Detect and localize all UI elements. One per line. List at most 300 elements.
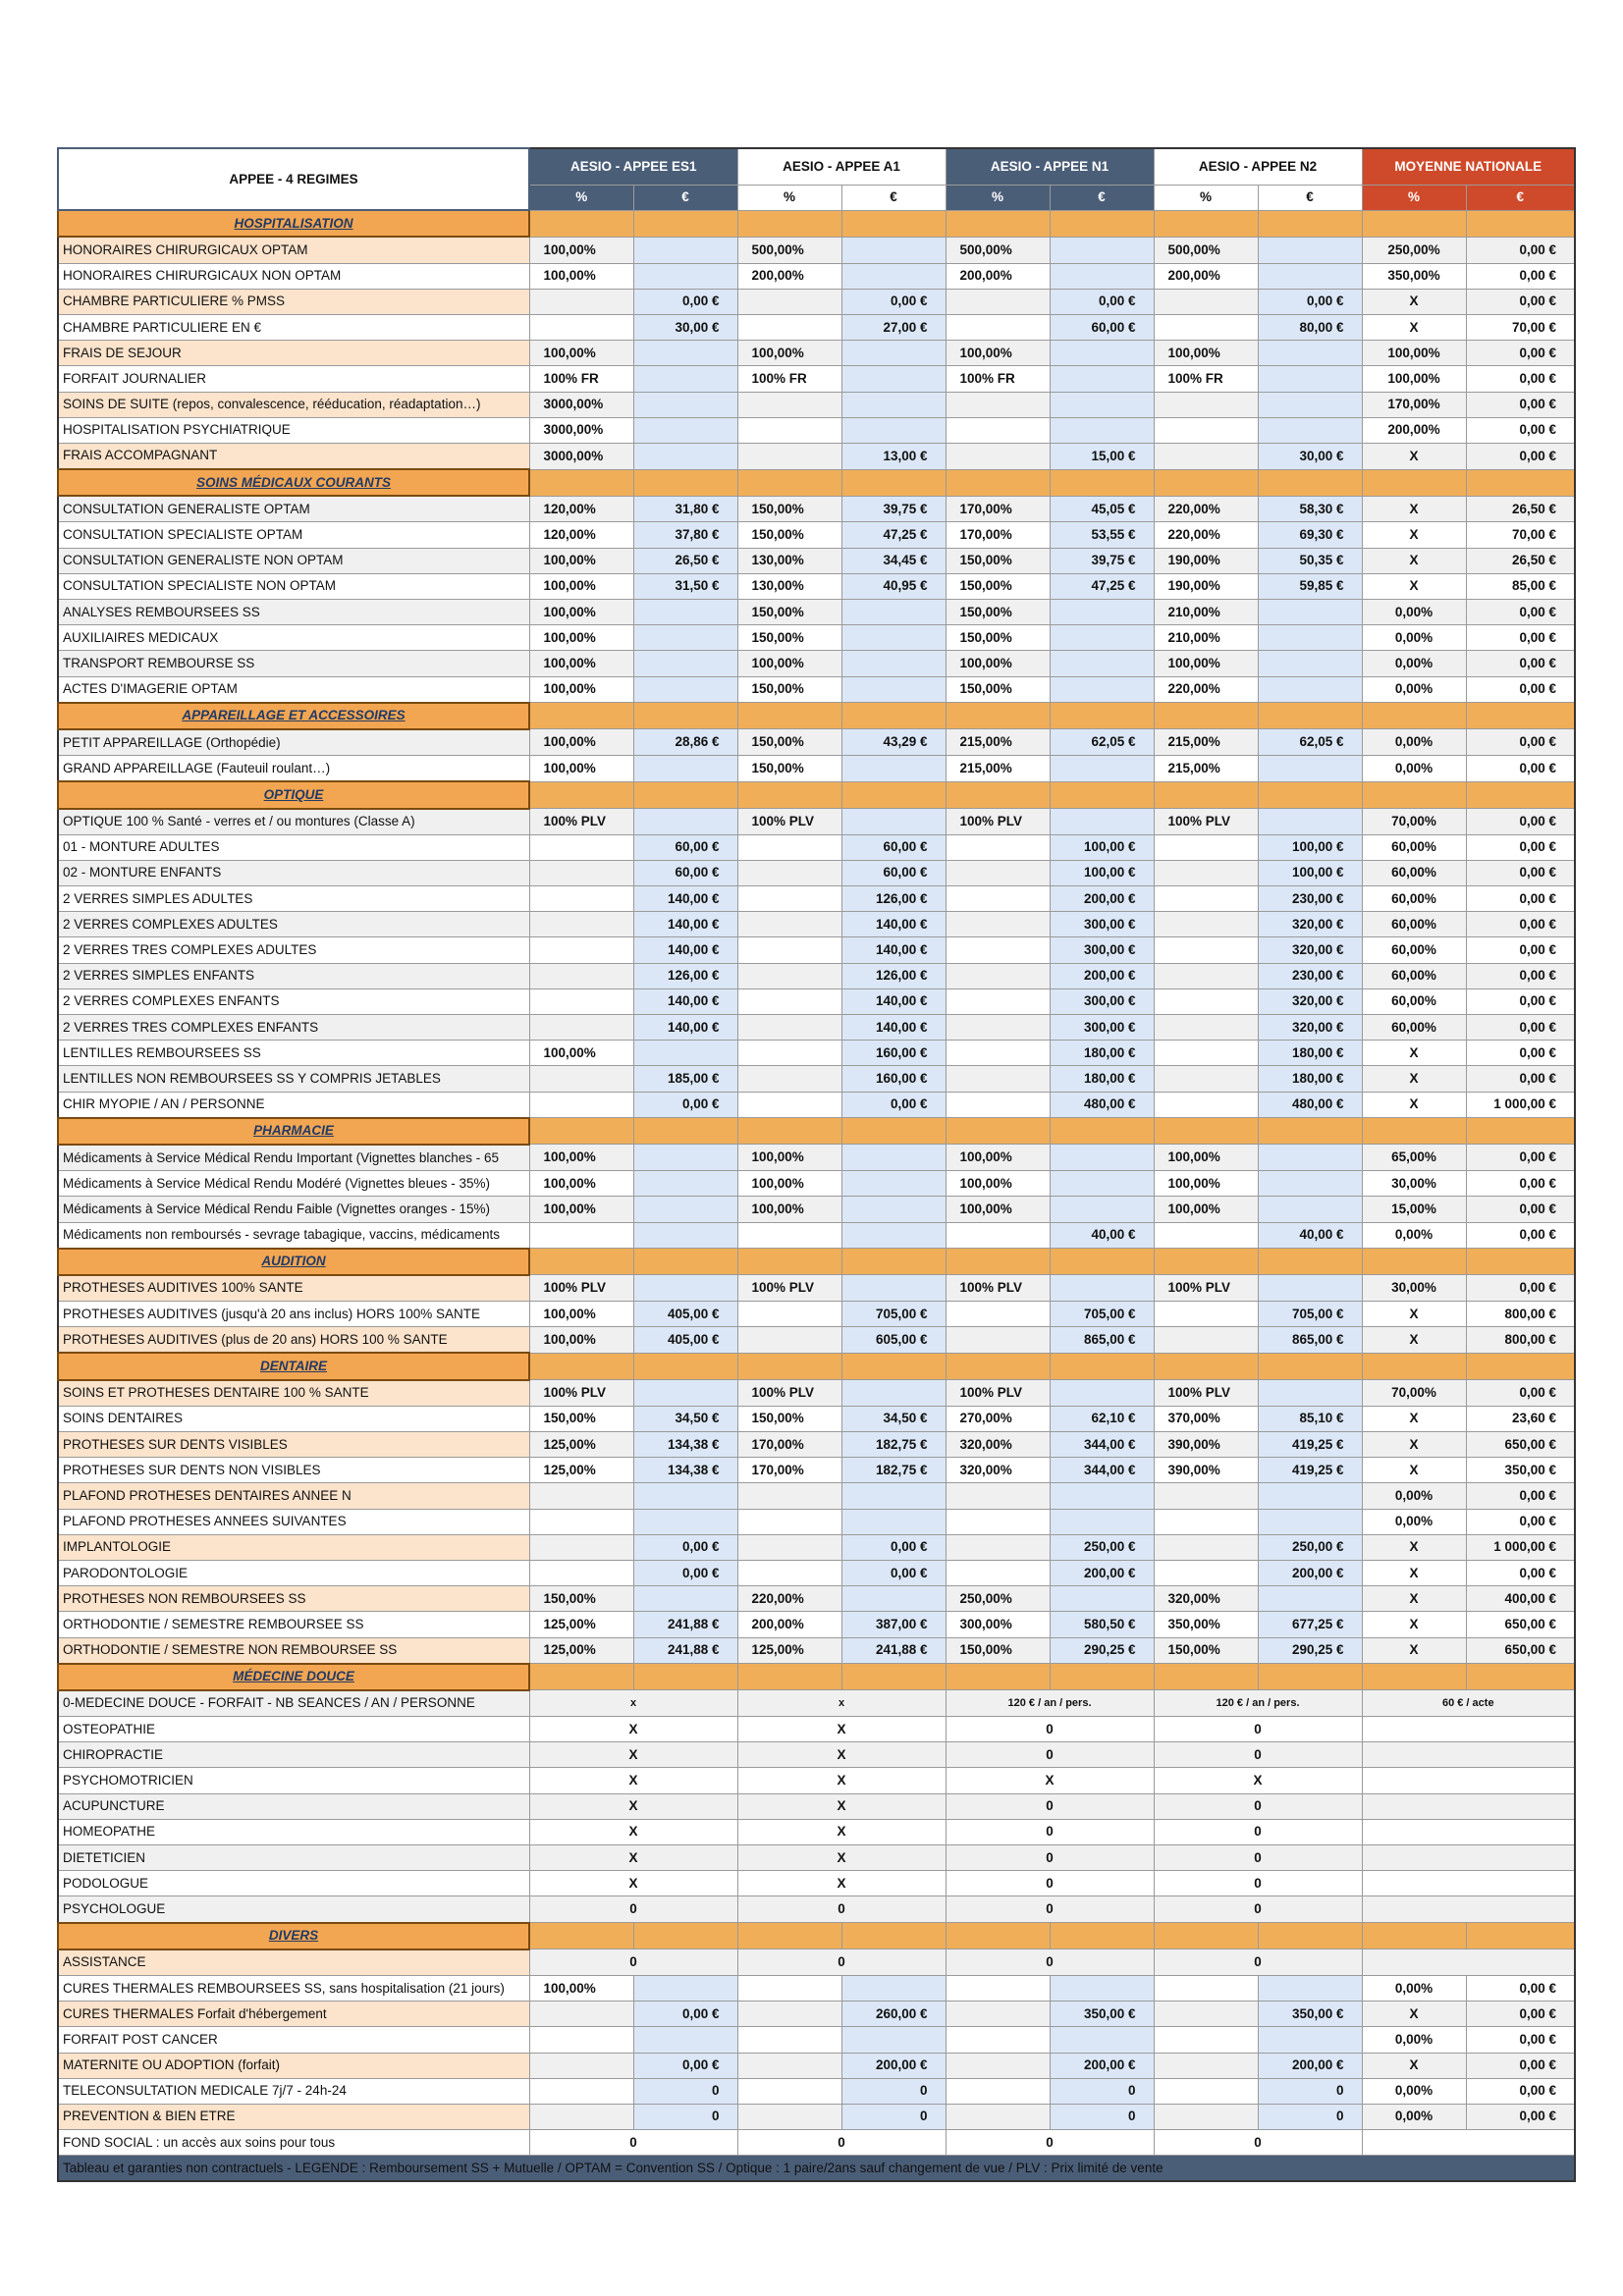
percent-cell: 100% PLV: [529, 809, 633, 835]
percent-cell: [737, 443, 841, 469]
euro-cell: [1050, 1483, 1154, 1509]
percent-cell: 125,00%: [737, 1637, 841, 1664]
covered-mark: 0: [1154, 2130, 1362, 2156]
percent-cell: 100,00%: [737, 1197, 841, 1222]
euro-cell: 185,00 €: [633, 1066, 737, 1092]
table-row: [58, 2027, 1575, 2053]
col-eur-header: €: [841, 185, 946, 210]
row-label: SOINS ET PROTHESES DENTAIRE 100 % SANTE: [58, 1380, 529, 1407]
section-filler-cell: [737, 703, 841, 729]
row-label: Médicaments à Service Médical Rendu Faible (Vignettes oranges - 15%): [58, 1197, 529, 1222]
section-filler-cell: [1050, 210, 1154, 237]
euro-cell: [633, 1509, 737, 1534]
table-row: [58, 1302, 1575, 1327]
row-label: ACTES D'IMAGERIE OPTAM: [58, 676, 529, 703]
euro-cell: [841, 366, 946, 392]
euro-cell: [1258, 366, 1362, 392]
euro-cell: 290,25 €: [1258, 1637, 1362, 1664]
euro-cell: 241,88 €: [841, 1637, 946, 1664]
section-filler-cell: [841, 1923, 946, 1949]
table-row: [58, 1690, 1575, 1717]
row-label: HONORAIRES CHIRURGICAUX OPTAM: [58, 237, 529, 263]
euro-cell: [1258, 651, 1362, 676]
row-label: PROTHESES NON REMBOURSEES SS: [58, 1586, 529, 1612]
empty-national-cell: [1362, 1717, 1575, 1742]
national-average-cell: 350,00 €: [1466, 1458, 1575, 1483]
national-average-cell: 0,00 €: [1466, 809, 1575, 835]
euro-cell: [841, 263, 946, 289]
percent-cell: [529, 1015, 633, 1041]
euro-cell: 39,75 €: [1050, 548, 1154, 573]
national-average-cell: 70,00 €: [1466, 314, 1575, 340]
euro-cell: 50,35 €: [1258, 548, 1362, 573]
euro-cell: 28,86 €: [633, 729, 737, 756]
row-label: FORFAIT POST CANCER: [58, 2027, 529, 2053]
euro-cell: 705,00 €: [841, 1302, 946, 1327]
national-average-cell: 0,00 €: [1466, 1380, 1575, 1407]
euro-cell: [1050, 625, 1154, 651]
euro-cell: [633, 1483, 737, 1509]
section-filler-cell: [946, 1353, 1050, 1379]
national-average-cell: 60,00%: [1362, 912, 1466, 937]
euro-cell: [1258, 676, 1362, 703]
section-title: DENTAIRE: [58, 1353, 529, 1379]
row-label: PLAFOND PROTHESES DENTAIRES ANNEE N: [58, 1483, 529, 1509]
percent-cell: 500,00%: [737, 237, 841, 263]
euro-cell: 320,00 €: [1258, 988, 1362, 1014]
national-average-cell: 0,00 €: [1466, 263, 1575, 289]
euro-cell: 200,00 €: [1050, 2053, 1154, 2078]
table-row: [58, 1406, 1575, 1431]
not-covered-mark: X: [529, 1768, 737, 1793]
not-covered-mark: X: [737, 1717, 946, 1742]
percent-cell: 220,00%: [1154, 522, 1258, 548]
row-label: OPTIQUE 100 % Santé - verres et / ou montures (Classe A): [58, 809, 529, 835]
euro-cell: [841, 676, 946, 703]
table-row: [58, 729, 1575, 756]
percent-cell: 100% PLV: [946, 1380, 1050, 1407]
not-covered-mark: X: [1154, 1768, 1362, 1793]
row-label: 2 VERRES COMPLEXES ADULTES: [58, 912, 529, 937]
euro-cell: 241,88 €: [633, 1612, 737, 1637]
section-filler-cell: [737, 1353, 841, 1379]
percent-cell: 100,00%: [529, 1975, 633, 2001]
percent-cell: 100,00%: [529, 600, 633, 625]
table-row: [58, 2002, 1575, 2027]
euro-cell: 480,00 €: [1050, 1092, 1154, 1118]
percent-cell: [1154, 443, 1258, 469]
table-row: [58, 963, 1575, 988]
national-average-cell: 26,50 €: [1466, 496, 1575, 522]
percent-cell: 215,00%: [946, 756, 1050, 782]
national-average-cell: 0,00 €: [1466, 860, 1575, 885]
euro-cell: [1258, 263, 1362, 289]
percent-cell: [946, 860, 1050, 885]
national-average-cell: 0,00 €: [1466, 2104, 1575, 2129]
euro-cell: [633, 1222, 737, 1249]
row-label: HOMEOPATHE: [58, 1819, 529, 1844]
not-covered-mark: X: [529, 1793, 737, 1819]
euro-cell: [633, 1275, 737, 1302]
row-label: PETIT APPAREILLAGE (Orthopédie): [58, 729, 529, 756]
percent-cell: 150,00%: [529, 1406, 633, 1431]
section-filler-cell: [841, 1664, 946, 1690]
section-filler-cell: [529, 1923, 633, 1949]
section-filler-cell: [946, 781, 1050, 808]
percent-cell: 150,00%: [946, 676, 1050, 703]
euro-cell: [633, 237, 737, 263]
national-average-cell: 250,00%: [1362, 237, 1466, 263]
percent-cell: [946, 886, 1050, 912]
row-label: PROTHESES AUDITIVES (jusqu'à 20 ans inclus) HORS 100% SANTE: [58, 1302, 529, 1327]
percent-cell: [1154, 2104, 1258, 2129]
table-row: [58, 1066, 1575, 1092]
table-row: [58, 1145, 1575, 1171]
section-filler-cell: [529, 703, 633, 729]
euro-cell: 43,29 €: [841, 729, 946, 756]
section-filler-cell: [1258, 781, 1362, 808]
col-pct-header: %: [529, 185, 633, 210]
section-title: MÉDECINE DOUCE: [58, 1664, 529, 1690]
national-average-cell: 0,00 €: [1466, 651, 1575, 676]
national-average-cell: X: [1362, 1327, 1466, 1354]
euro-cell: 0,00 €: [841, 289, 946, 314]
table-row: [58, 809, 1575, 835]
euro-cell: 0,00 €: [1050, 289, 1154, 314]
row-label: Médicaments à Service Médical Rendu Important (Vignettes blanches - 65: [58, 1145, 529, 1171]
section-filler-cell: [841, 703, 946, 729]
national-average-cell: 60,00%: [1362, 860, 1466, 885]
euro-cell: 344,00 €: [1050, 1432, 1154, 1458]
percent-cell: 190,00%: [1154, 573, 1258, 599]
euro-cell: [841, 1483, 946, 1509]
euro-cell: 419,25 €: [1258, 1432, 1362, 1458]
euro-cell: 260,00 €: [841, 2002, 946, 2027]
percent-cell: [737, 2027, 841, 2053]
euro-cell: 39,75 €: [841, 496, 946, 522]
euro-cell: 60,00 €: [1050, 314, 1154, 340]
euro-cell: 250,00 €: [1258, 1534, 1362, 1560]
national-average-cell: 0,00 €: [1466, 417, 1575, 443]
national-average-cell: 0,00 €: [1466, 1197, 1575, 1222]
percent-cell: [946, 988, 1050, 1014]
empty-national-cell: [1362, 2130, 1575, 2156]
table-row: [58, 1586, 1575, 1612]
euro-cell: 0,00 €: [633, 289, 737, 314]
section-filler-cell: [1154, 1353, 1258, 1379]
euro-cell: [633, 1975, 737, 2001]
euro-cell: [633, 366, 737, 392]
not-covered-mark: X: [737, 1819, 946, 1844]
euro-cell: [1258, 392, 1362, 417]
not-covered-mark: X: [529, 1871, 737, 1896]
covered-mark: 0: [737, 1896, 946, 1923]
section-filler-cell: [1258, 1923, 1362, 1949]
euro-cell: 140,00 €: [633, 988, 737, 1014]
plan-header-n2: AESIO - APPEE N2: [1154, 148, 1362, 185]
section-filler-cell: [529, 469, 633, 496]
national-average-cell: 0,00 €: [1466, 2027, 1575, 2053]
percent-cell: [946, 937, 1050, 963]
empty-national-cell: [1362, 1768, 1575, 1793]
euro-cell: [633, 625, 737, 651]
euro-cell: 230,00 €: [1258, 963, 1362, 988]
percent-cell: [529, 289, 633, 314]
euro-cell: 290,25 €: [1050, 1637, 1154, 1664]
national-average-cell: X: [1362, 1041, 1466, 1066]
table-row: [58, 1041, 1575, 1066]
percent-cell: 200,00%: [737, 1612, 841, 1637]
euro-cell: 59,85 €: [1258, 573, 1362, 599]
euro-cell: 60,00 €: [633, 860, 737, 885]
euro-cell: [633, 1041, 737, 1066]
euro-cell: 85,10 €: [1258, 1406, 1362, 1431]
section-filler-cell: [737, 1249, 841, 1275]
national-average-cell: X: [1362, 1458, 1466, 1483]
euro-cell: [633, 341, 737, 366]
euro-cell: [841, 1975, 946, 2001]
col-pct-header: %: [1154, 185, 1258, 210]
national-average-cell: X: [1362, 1637, 1466, 1664]
percent-cell: [737, 937, 841, 963]
section-filler-cell: [737, 469, 841, 496]
percent-cell: 220,00%: [1154, 496, 1258, 522]
euro-cell: 200,00 €: [1258, 1560, 1362, 1585]
row-label: DIETETICIEN: [58, 1845, 529, 1871]
national-average-cell: 650,00 €: [1466, 1637, 1575, 1664]
euro-cell: [1050, 1380, 1154, 1407]
euro-cell: [1258, 1380, 1362, 1407]
euro-cell: 140,00 €: [841, 988, 946, 1014]
euro-cell: [633, 1171, 737, 1197]
percent-cell: [946, 1560, 1050, 1585]
row-label: GRAND APPAREILLAGE (Fauteuil roulant…): [58, 756, 529, 782]
percent-cell: 100% PLV: [946, 1275, 1050, 1302]
percent-cell: 100% PLV: [1154, 809, 1258, 835]
section-title: SOINS MÉDICAUX COURANTS: [58, 469, 529, 496]
plan-header-a1: AESIO - APPEE A1: [737, 148, 946, 185]
euro-cell: [633, 1197, 737, 1222]
national-average-cell: X: [1362, 1092, 1466, 1118]
national-average-cell: 0,00 €: [1466, 1975, 1575, 2001]
covered-mark: 0: [1154, 1742, 1362, 1768]
percent-cell: 210,00%: [1154, 625, 1258, 651]
table-row: [58, 1793, 1575, 1819]
percent-cell: [737, 1222, 841, 1249]
euro-cell: [1258, 600, 1362, 625]
table-row: [58, 625, 1575, 651]
merged-plan-cell: 120 € / an / pers.: [946, 1690, 1154, 1717]
percent-cell: [1154, 834, 1258, 860]
euro-cell: 705,00 €: [1258, 1302, 1362, 1327]
euro-cell: 0,00 €: [633, 2053, 737, 2078]
section-filler-cell: [946, 1664, 1050, 1690]
row-label: IMPLANTOLOGIE: [58, 1534, 529, 1560]
euro-cell: 0,00 €: [841, 1534, 946, 1560]
euro-cell: 80,00 €: [1258, 314, 1362, 340]
national-average-cell: 0,00 €: [1466, 366, 1575, 392]
covered-mark: 0: [946, 1896, 1154, 1923]
percent-cell: [1154, 1222, 1258, 1249]
euro-cell: [1050, 263, 1154, 289]
euro-cell: 34,50 €: [633, 1406, 737, 1431]
row-label: FOND SOCIAL : un accès aux soins pour tous: [58, 2130, 529, 2156]
euro-cell: 126,00 €: [633, 963, 737, 988]
national-average-cell: X: [1362, 1534, 1466, 1560]
percent-cell: [1154, 1327, 1258, 1354]
percent-cell: 100% PLV: [946, 809, 1050, 835]
percent-cell: [1154, 2002, 1258, 2027]
percent-cell: 100,00%: [1154, 341, 1258, 366]
euro-cell: 134,38 €: [633, 1458, 737, 1483]
row-label: FORFAIT JOURNALIER: [58, 366, 529, 392]
covered-mark: 0: [946, 1742, 1154, 1768]
euro-cell: 0: [1258, 2078, 1362, 2104]
row-label: HONORAIRES CHIRURGICAUX NON OPTAM: [58, 263, 529, 289]
plan-header-moyenne-nationale: MOYENNE NATIONALE: [1362, 148, 1575, 185]
table-row: [58, 1896, 1575, 1923]
euro-cell: [1258, 417, 1362, 443]
euro-cell: 0,00 €: [633, 1560, 737, 1585]
table-row: [58, 314, 1575, 340]
table-row: [58, 886, 1575, 912]
section-filler-cell: [737, 781, 841, 808]
euro-cell: [633, 1380, 737, 1407]
row-label: CURES THERMALES Forfait d'hébergement: [58, 2002, 529, 2027]
guarantee-table-body: [58, 210, 1575, 2156]
covered-mark: 0: [946, 1949, 1154, 1976]
section-row: [58, 1353, 1575, 1379]
euro-cell: 200,00 €: [1050, 963, 1154, 988]
national-average-cell: 0,00%: [1362, 2027, 1466, 2053]
row-label: SOINS DENTAIRES: [58, 1406, 529, 1431]
empty-national-cell: [1362, 1896, 1575, 1923]
national-average-cell: X: [1362, 1066, 1466, 1092]
row-label: AUXILIAIRES MEDICAUX: [58, 625, 529, 651]
euro-cell: 45,05 €: [1050, 496, 1154, 522]
percent-cell: [1154, 1066, 1258, 1092]
euro-cell: 405,00 €: [633, 1302, 737, 1327]
row-label: HOSPITALISATION PSYCHIATRIQUE: [58, 417, 529, 443]
euro-cell: [1050, 2027, 1154, 2053]
euro-cell: [1258, 237, 1362, 263]
row-label: CONSULTATION GENERALISTE NON OPTAM: [58, 548, 529, 573]
percent-cell: [1154, 1015, 1258, 1041]
euro-cell: 677,25 €: [1258, 1612, 1362, 1637]
percent-cell: 150,00%: [946, 573, 1050, 599]
euro-cell: 30,00 €: [633, 314, 737, 340]
section-filler-cell: [1154, 1118, 1258, 1145]
percent-cell: [946, 834, 1050, 860]
euro-cell: 580,50 €: [1050, 1612, 1154, 1637]
euro-cell: [841, 1222, 946, 1249]
percent-cell: [529, 2104, 633, 2129]
section-filler-cell: [1154, 210, 1258, 237]
euro-cell: [1258, 1586, 1362, 1612]
percent-cell: 100,00%: [529, 1145, 633, 1171]
national-average-cell: 0,00 €: [1466, 1145, 1575, 1171]
percent-cell: [737, 860, 841, 885]
national-average-cell: 0,00 €: [1466, 625, 1575, 651]
table-row: [58, 366, 1575, 392]
row-label: PODOLOGUE: [58, 1871, 529, 1896]
national-average-cell: X: [1362, 1432, 1466, 1458]
table-row: [58, 1380, 1575, 1407]
percent-cell: [737, 834, 841, 860]
euro-cell: [841, 651, 946, 676]
legend-footer: Tableau et garanties non contractuels - LEGENDE : Remboursement SS + Mutuelle / OPTAM = Convention SS / Optique : 1 paire/2ans sauf changement de vue / PLV : Prix limité de vente: [58, 2156, 1575, 2182]
national-average-cell: 0,00%: [1362, 2104, 1466, 2129]
section-title: HOSPITALISATION: [58, 210, 529, 237]
national-average-cell: X: [1362, 573, 1466, 599]
section-filler-cell: [1258, 210, 1362, 237]
euro-cell: [841, 1586, 946, 1612]
percent-cell: [737, 1327, 841, 1354]
percent-cell: [737, 392, 841, 417]
section-filler-cell: [1154, 781, 1258, 808]
percent-cell: [946, 417, 1050, 443]
percent-cell: 150,00%: [946, 600, 1050, 625]
percent-cell: 125,00%: [529, 1458, 633, 1483]
covered-mark: 0: [1154, 1871, 1362, 1896]
table-row: [58, 1483, 1575, 1509]
national-average-cell: 30,00%: [1362, 1275, 1466, 1302]
national-average-cell: 0,00 €: [1466, 443, 1575, 469]
section-filler-cell: [737, 1118, 841, 1145]
percent-cell: 100,00%: [529, 1041, 633, 1066]
percent-cell: 100,00%: [529, 1327, 633, 1354]
euro-cell: 58,30 €: [1258, 496, 1362, 522]
euro-cell: 60,00 €: [841, 834, 946, 860]
section-filler-cell: [841, 781, 946, 808]
euro-cell: [1258, 341, 1362, 366]
row-label: CHAMBRE PARTICULIERE EN €: [58, 314, 529, 340]
table-row: [58, 1768, 1575, 1793]
section-filler-cell: [1466, 1923, 1575, 1949]
national-average-cell: 100,00%: [1362, 366, 1466, 392]
section-filler-cell: [841, 469, 946, 496]
row-label: MATERNITE OU ADOPTION (forfait): [58, 2053, 529, 2078]
national-average-cell: 23,60 €: [1466, 1406, 1575, 1431]
euro-cell: 37,80 €: [633, 522, 737, 548]
table-row: [58, 988, 1575, 1014]
covered-mark: 0: [946, 1871, 1154, 1896]
percent-cell: [946, 289, 1050, 314]
table-row: [58, 651, 1575, 676]
percent-cell: 210,00%: [1154, 600, 1258, 625]
national-average-cell: 60,00%: [1362, 886, 1466, 912]
percent-cell: 100,00%: [529, 756, 633, 782]
percent-cell: [1154, 1041, 1258, 1066]
section-title: AUDITION: [58, 1249, 529, 1275]
section-row: [58, 781, 1575, 808]
euro-cell: 0,00 €: [633, 1534, 737, 1560]
percent-cell: 100,00%: [946, 1197, 1050, 1222]
percent-cell: 270,00%: [946, 1406, 1050, 1431]
row-label: ORTHODONTIE / SEMESTRE NON REMBOURSEE SS: [58, 1637, 529, 1664]
row-label: SOINS DE SUITE (repos, convalescence, rééducation, réadaptation…): [58, 392, 529, 417]
row-label: LENTILLES NON REMBOURSEES SS Y COMPRIS JETABLES: [58, 1066, 529, 1092]
percent-cell: [529, 1066, 633, 1092]
covered-mark: 0: [529, 2130, 737, 2156]
percent-cell: [737, 1302, 841, 1327]
percent-cell: [1154, 417, 1258, 443]
section-title: DIVERS: [58, 1923, 529, 1949]
percent-cell: [737, 1975, 841, 2001]
row-label: 2 VERRES TRES COMPLEXES ADULTES: [58, 937, 529, 963]
national-average-cell: 60,00%: [1362, 1015, 1466, 1041]
table-row: [58, 600, 1575, 625]
